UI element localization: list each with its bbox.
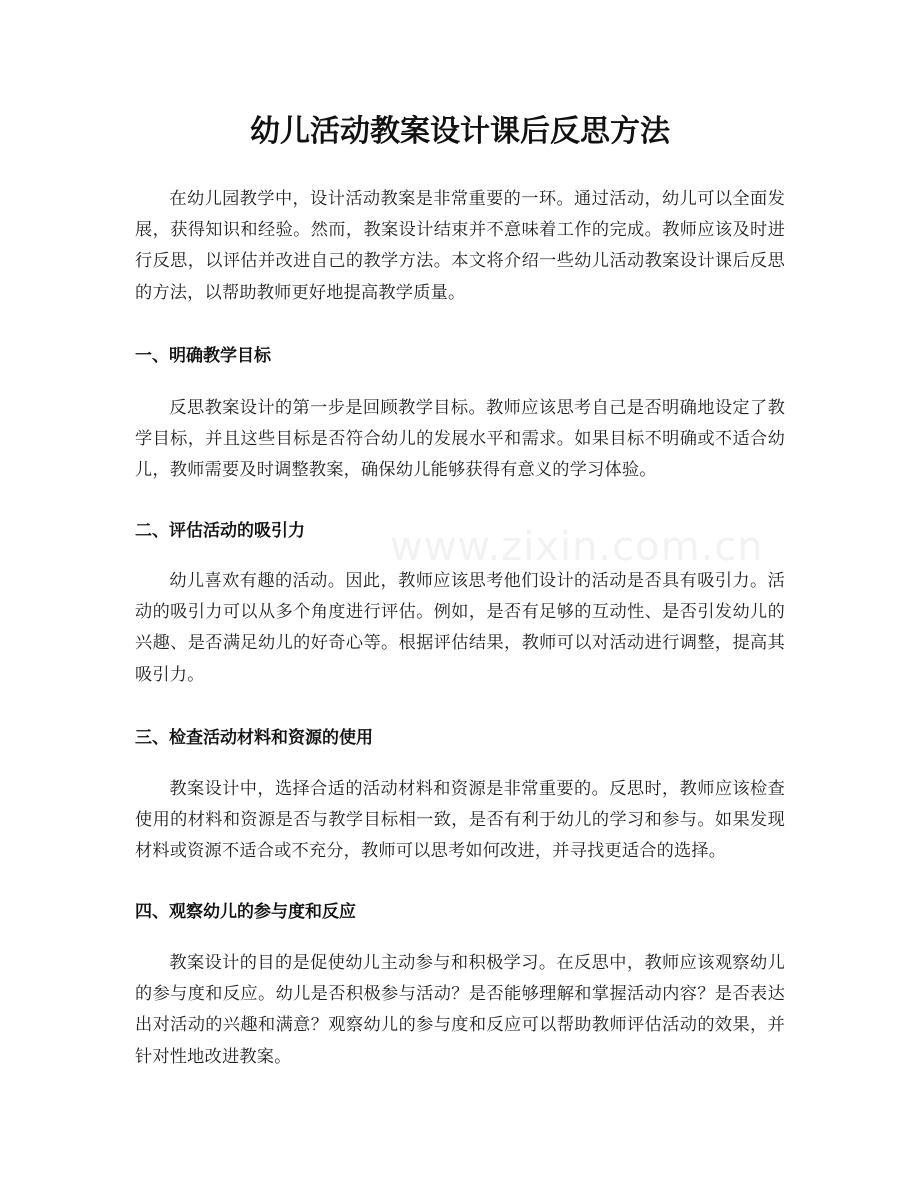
- section-1-body: 反思教案设计的第一步是回顾教学目标。教师应该思考自己是否明确地设定了教学目标，并且这些目标是否符合幼儿的发展水平和需求。如果目标不明确或不适合幼儿，教师需要及时调整教案，确保幼儿能够获得有意义的学习体验。: [135, 398, 785, 481]
- section-4-heading: 四、观察幼儿的参与度和反应: [135, 902, 356, 922]
- watermark: www.zixin.com.cn: [390, 524, 764, 570]
- section-3-heading: 三、检查活动材料和资源的使用: [135, 728, 373, 748]
- document-title: 幼儿活动教案设计课后反思方法: [250, 114, 670, 149]
- section-3-body: 教案设计中，选择合适的活动材料和资源是非常重要的。反思时，教师应该检查使用的材料和资源是否与教学目标相一致，是否有利于幼儿的学习和参与。如果发现材料或资源不适合或不充分，教师可以思考如何改进，并寻找更适合的选择。: [135, 779, 785, 862]
- section-2-body: 幼儿喜欢有趣的活动。因此，教师应该思考他们设计的活动是否具有吸引力。活动的吸引力可以从多个角度进行评估。例如，是否有足够的互动性、是否引发幼儿的兴趣、是否满足幼儿的好奇心等。根据评估结果，教师可以对活动进行调整，提高其吸引力。: [135, 571, 785, 685]
- section-4-body: 教案设计的目的是促使幼儿主动参与和积极学习。在反思中，教师应该观察幼儿的参与度和反应。幼儿是否积极参与活动？是否能够理解和掌握活动内容？是否表达出对活动的兴趣和满意？观察幼儿的参与度和反应可以帮助教师评估活动的效果，并针对性地改进教案。: [135, 953, 785, 1067]
- intro-paragraph: 在幼儿园教学中，设计活动教案是非常重要的一环。通过活动，幼儿可以全面发展，获得知识和经验。然而，教案设计结束并不意味着工作的完成。教师应该及时进行反思，以评估并改进自己的教学方法。本文将介绍一些幼儿活动教案设计课后反思的方法，以帮助教师更好地提高教学质量。: [135, 189, 785, 303]
- section-2-heading: 二、评估活动的吸引力: [135, 521, 305, 541]
- section-1-heading: 一、明确教学目标: [135, 346, 271, 366]
